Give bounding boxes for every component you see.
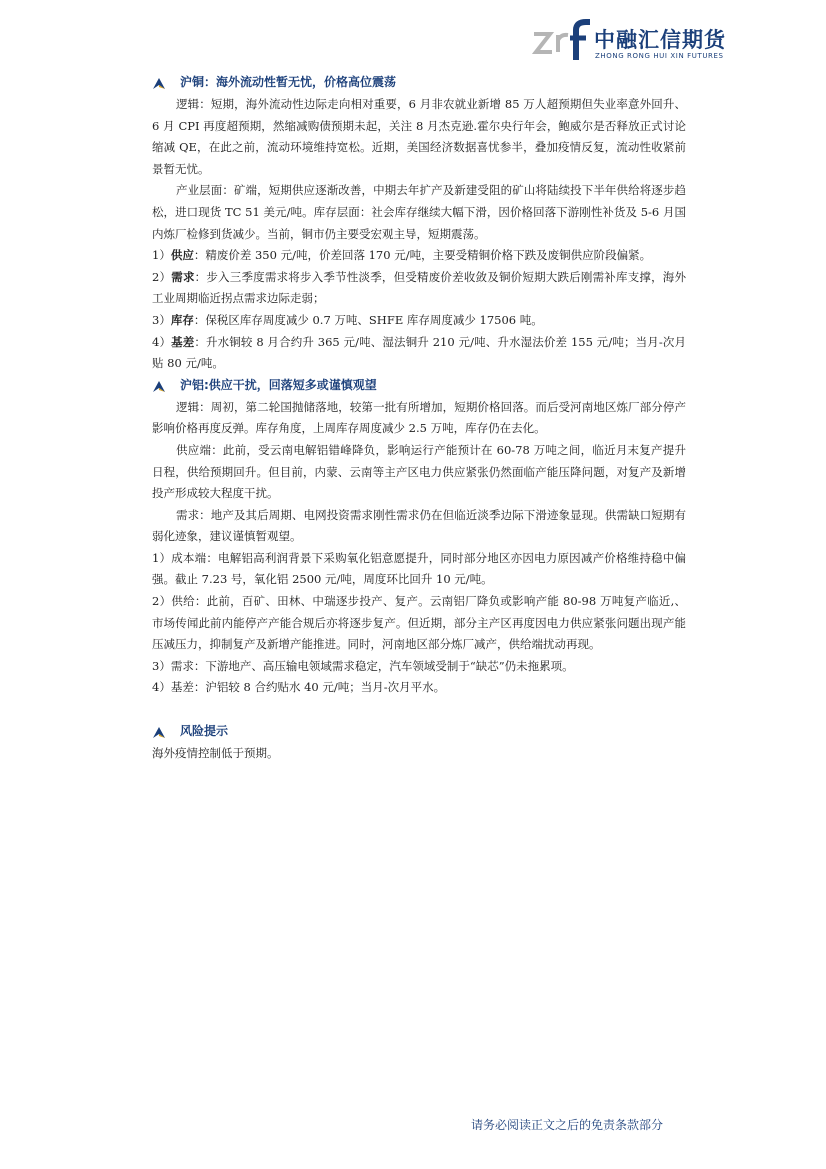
copper-inventory-item: 3）库存：保税区库存周度减少 0.7 万吨、SHFE 库存周度减少 17506 吨。 (152, 312, 543, 327)
section-heading-risk (152, 721, 686, 743)
arrow-bullet-icon (152, 379, 166, 393)
section-title: 沪铜：海外流动性暂无忧，价格高位震荡 (180, 75, 397, 90)
aluminium-demand-paragraph: 需求：地产及其后周期、电网投资需求刚性需求仍在但临近淡季边际下滑迹象显现。供需缺口短期有弱化迹象，建议谨慎暂观望。 (152, 507, 686, 544)
copper-supply-item: 1）供应：精废价差 350 元/吨，价差回落 170 元/吨，主要受精铜价格下跌及废铜供应阶段偏紧。 (152, 248, 652, 263)
copper-basis-item: 4）基差：升水铜较 8 月合约升 365 元/吨、湿法铜升 210 元/吨、升水湿法价差 155 元/吨；当月-次月贴 80 元/吨。 (152, 334, 687, 371)
aluminium-logic-paragraph: 逻辑：周初，第二轮国抛储落地，较第一批有所增加，短期价格回落。而后受河南地区炼厂部分停产影响价格再度反弹。库存角度，上周库存周度减少 2.5 万吨，库存仍在去化。 (152, 399, 686, 436)
risk-text: 海外疫情控制低于预期。 (152, 746, 279, 761)
logo-english-name: ZHONG RONG HUI XIN FUTURES (595, 52, 724, 60)
company-logo (532, 18, 732, 66)
logo-chinese-name: 中融汇信期货 (594, 28, 726, 52)
copper-industry-paragraph: 产业层面：矿端，短期供应逐渐改善，中期去年扩产及新建受阻的矿山将陆续投下半年供给将逐步趋松，进口现货 TC 51 美元/吨。库存层面：社会库存继续大幅下滑，因价格回落下游刚性补货及 5-6 月国内炼厂检修到货减少。当前，铜市仍主要受宏观主导，短期震荡。 (152, 183, 686, 241)
section-heading-copper (152, 72, 686, 94)
zrf-logo-icon (532, 18, 592, 62)
aluminium-cost-item: 1）成本端：电解铝高利润背景下采购氧化铝意愿提升，同时部分地区亦因电力原因减产价格维持稳中偏强。截止 7.23 号，氧化铝 2500 元/吨，周度环比回升 10 元/吨。 (152, 550, 686, 587)
aluminium-supply-paragraph: 供应端：此前，受云南电解铝错峰降负，影响运行产能预计在 60-78 万吨之间，临近月末复产提升日程，供给预期回升。但目前，内蒙、云南等主产区电力供应紧张仍然面临产能压降问题，对复产及新增投产形成较大程度干扰。 (152, 442, 686, 501)
section-title: 风险提示 (180, 724, 229, 739)
aluminium-supply-item: 2）供给：此前，百矿、田林、中瑞逐步投产、复产。云南铝厂降负或影响产能 80-98 万吨复产临近,、市场传闻此前内能停产产能合规后亦将逐步复产。但近期，部分主产区再度因电力供应紧张问题出现产能压减压力，抑制复产及新增产能推进。同时，河南地区部分炼厂减产，供给端扰动再现。 (152, 594, 686, 652)
aluminium-demand-item: 3）需求：下游地产、高压输电领域需求稳定，汽车领域受制于“缺芯”仍未拖累项。 (152, 658, 574, 673)
section-spacer (152, 699, 686, 721)
disclaimer-footer: 请务必阅读正文之后的免责条款部分 (471, 1118, 664, 1132)
section-title: 沪铝:供应干扰，回落短多或谨慎观望 (180, 377, 377, 392)
arrow-bullet-icon (152, 725, 166, 739)
aluminium-basis-item: 4）基差：沪铝较 8 合约贴水 40 元/吨；当月-次月平水。 (152, 680, 446, 695)
copper-logic-paragraph: 逻辑：短期，海外流动性边际走向相对重要，6 月非农就业新增 85 万人超预期但失业率意外回升、6 月 CPI 再度超预期，然缩减购债预期未起，关注 8 月杰克逊.霍尔央行年会，鲍威尔是否释放正式讨论缩减 QE，在此之前，流动环境维持宽松。近期，美国经济数据喜忧参半，叠加疫情反复，流动性收紧前景暂无忧。 (152, 97, 686, 176)
arrow-bullet-icon (152, 76, 166, 90)
copper-demand-item: 2）需求：步入三季度需求将步入季节性淡季，但受精废价差收敛及铜价短期大跌后刚需补库支撑，海外工业周期临近拐点需求边际走弱； (152, 269, 687, 306)
report-body (152, 72, 686, 765)
section-heading-aluminium (152, 375, 686, 397)
